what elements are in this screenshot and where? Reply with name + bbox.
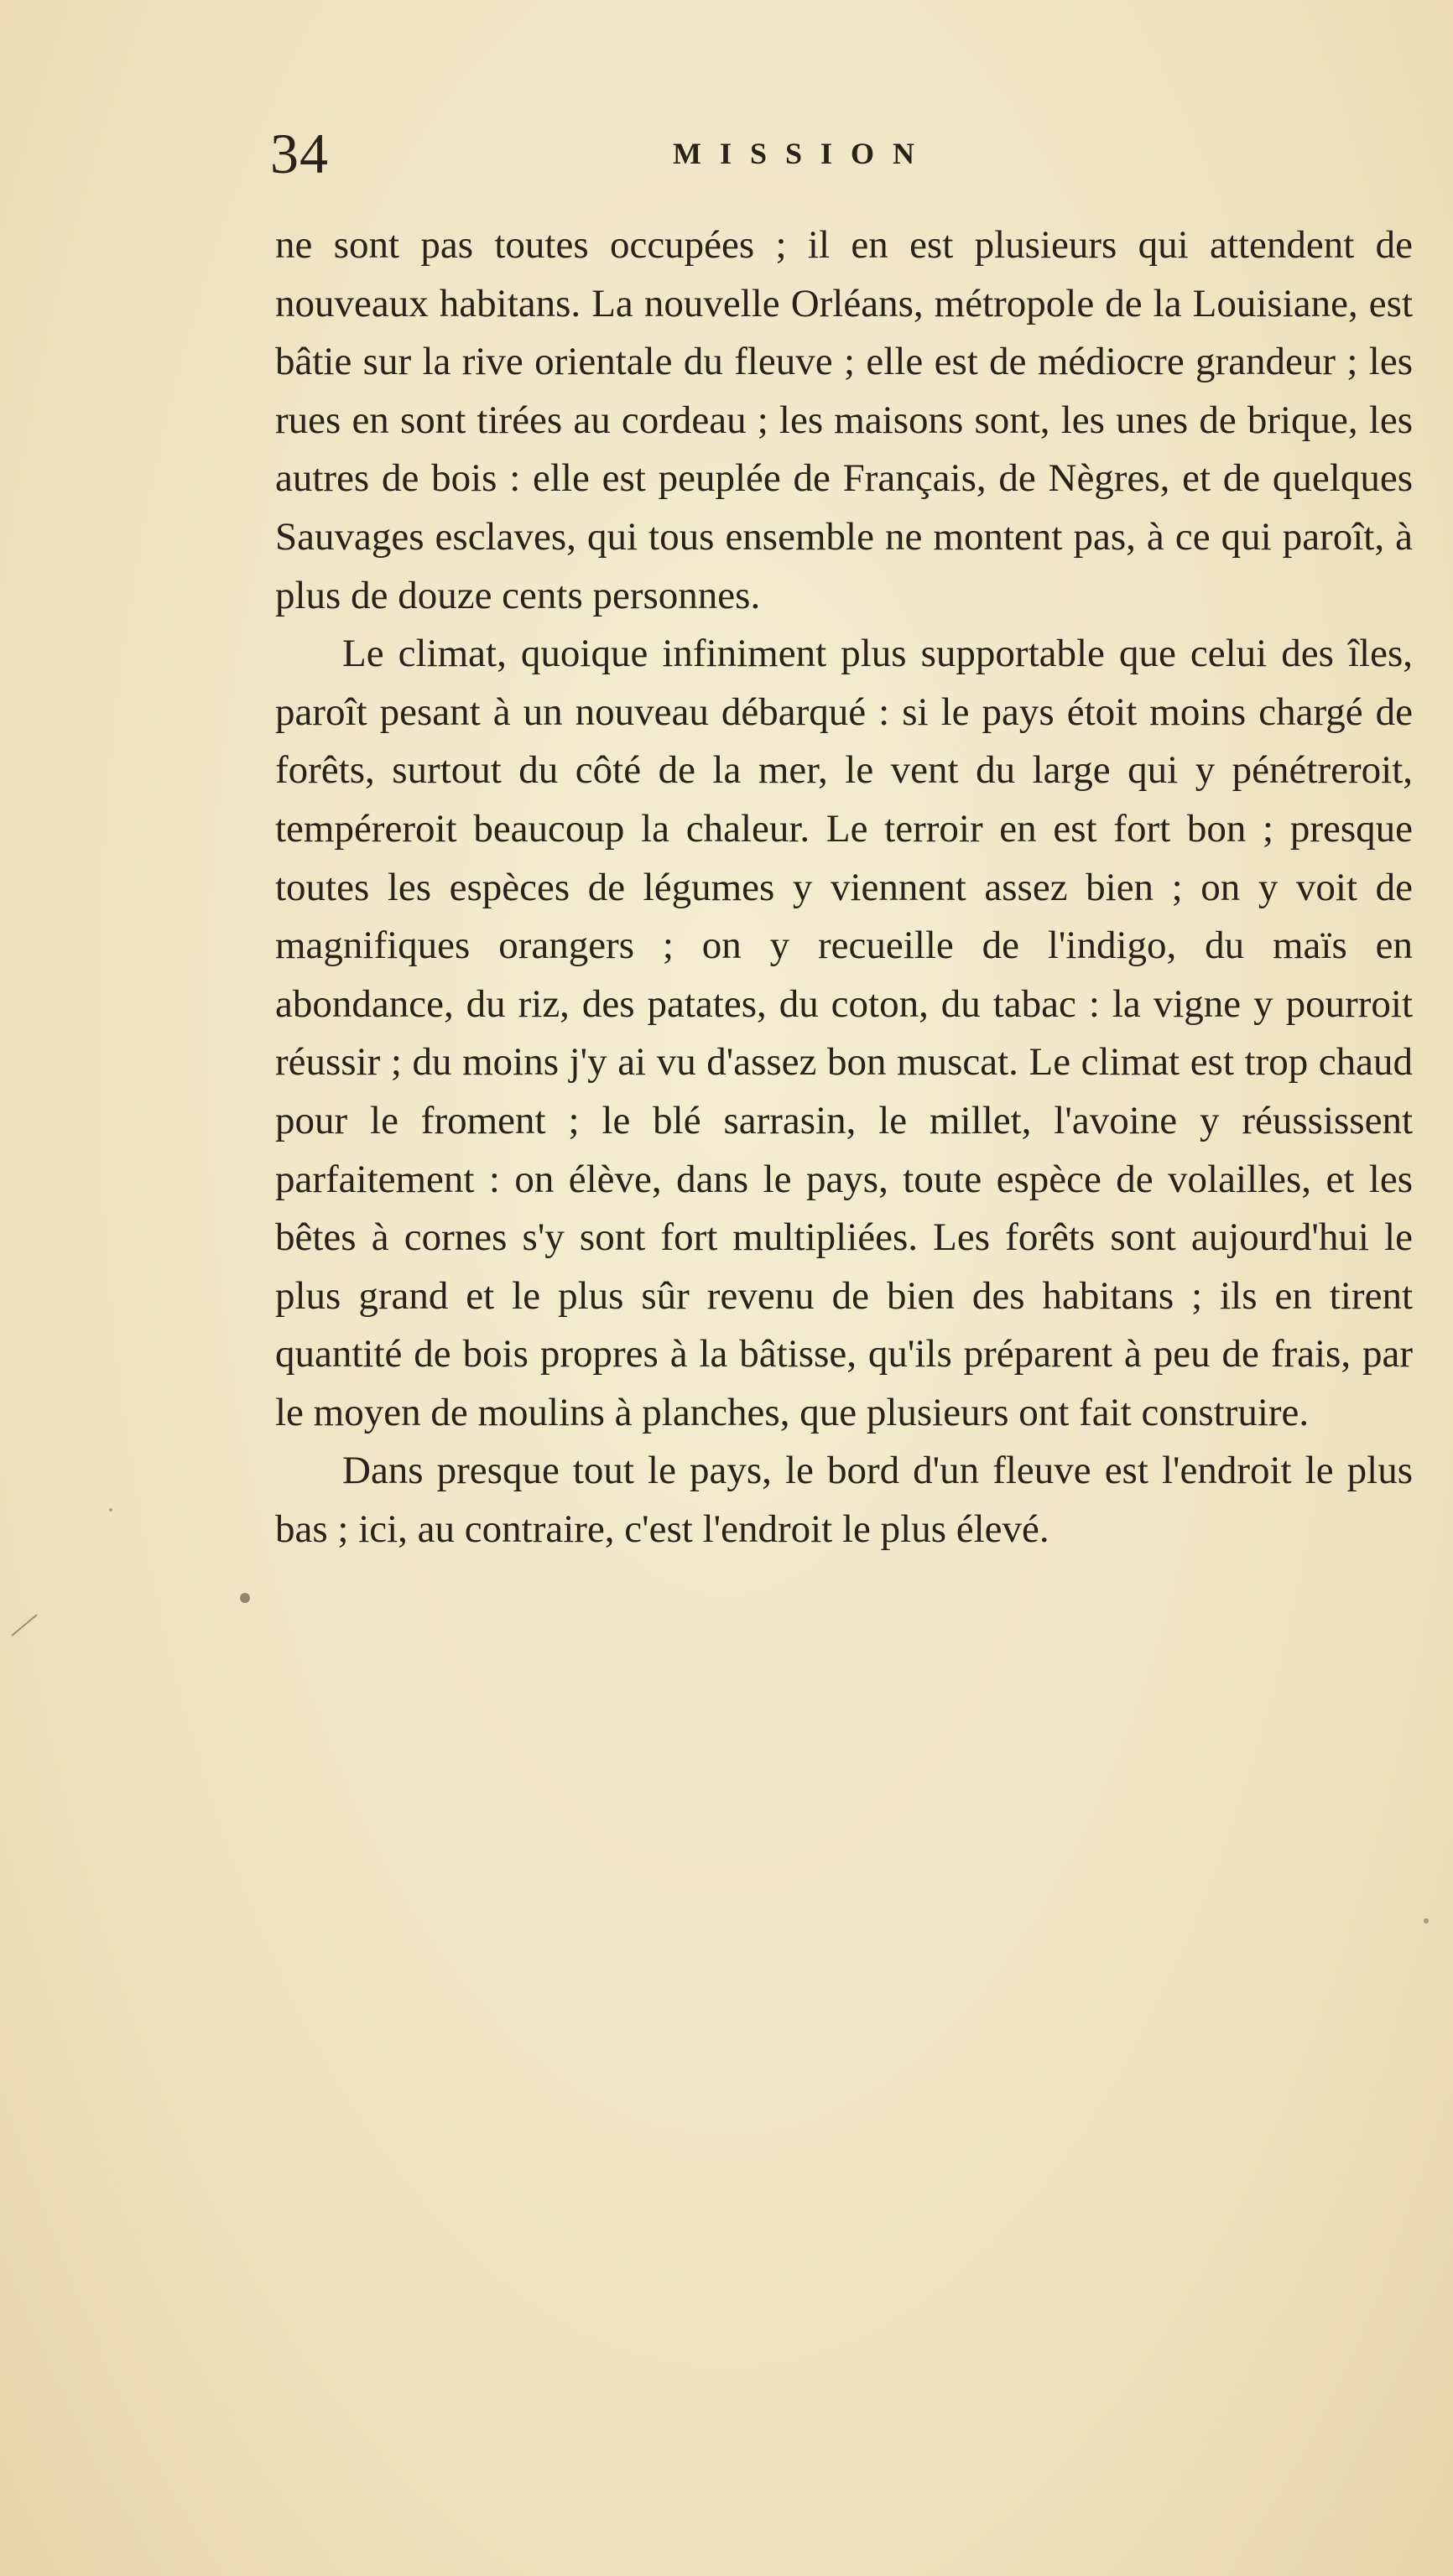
paragraph-2: Le climat, quoique infiniment plus supportable que celui des îles, paroît pesant à un nouveau débarqué : si le pays étoit moins chargé de forêts, surtout du côté de la mer, le vent du large qui y pénétreroit, tempéreroit beaucoup la chaleur. Le terroir en est fort bon ; presque toutes les espèces de légumes y viennent assez bien ; on y voit de magnifiques orangers ; on y recueille de l'indigo, du maïs en abondance, du riz, des patates, du coton, du tabac : la vigne y pourroit réussir ; du moins j'y ai vu d'assez bon muscat. Le climat est trop chaud pour le froment ; le blé sarrasin, le millet, l'avoine y réussissent parfaitement : on élève, dans le pays, toute espèce de volailles, et les bêtes à cornes s'y sont fort multipliées. Les forêts sont aujourd'hui le plus grand et le plus sûr revenu de bien des habitans ; ils en tirent quantité de bois propres à la bâtisse, qu'ils préparent à peu de frais, par le moyen de moulins à planches, que plusieurs ont fait construire.: [275, 632, 1413, 1434]
paragraph-1: ne sont pas toutes occupées ; il en est plusieurs qui attendent de nouveaux habitans. La nouvelle Orléans, métropole de la Louisiane, est bâtie sur la rive orientale du fleuve ; elle est de médiocre grandeur ; les rues en sont tirées au cordeau ; les maisons sont, les unes de brique, les autres de bois : elle est peuplée de Français, de Nègres, et de quelques Sauvages esclaves, qui tous ensemble ne montent pas, à ce qui paroît, à plus de douze cents personnes.: [275, 223, 1413, 617]
page-header: [270, 116, 1159, 191]
running-head: MISSION: [673, 137, 934, 170]
page-number: 34: [270, 122, 329, 185]
paragraph-3: Dans presque tout le pays, le bord d'un fleuve est l'endroit le plus bas ; ici, au contraire, c'est l'endroit le plus élevé.: [275, 1449, 1413, 1552]
body-text: [275, 216, 1413, 1559]
